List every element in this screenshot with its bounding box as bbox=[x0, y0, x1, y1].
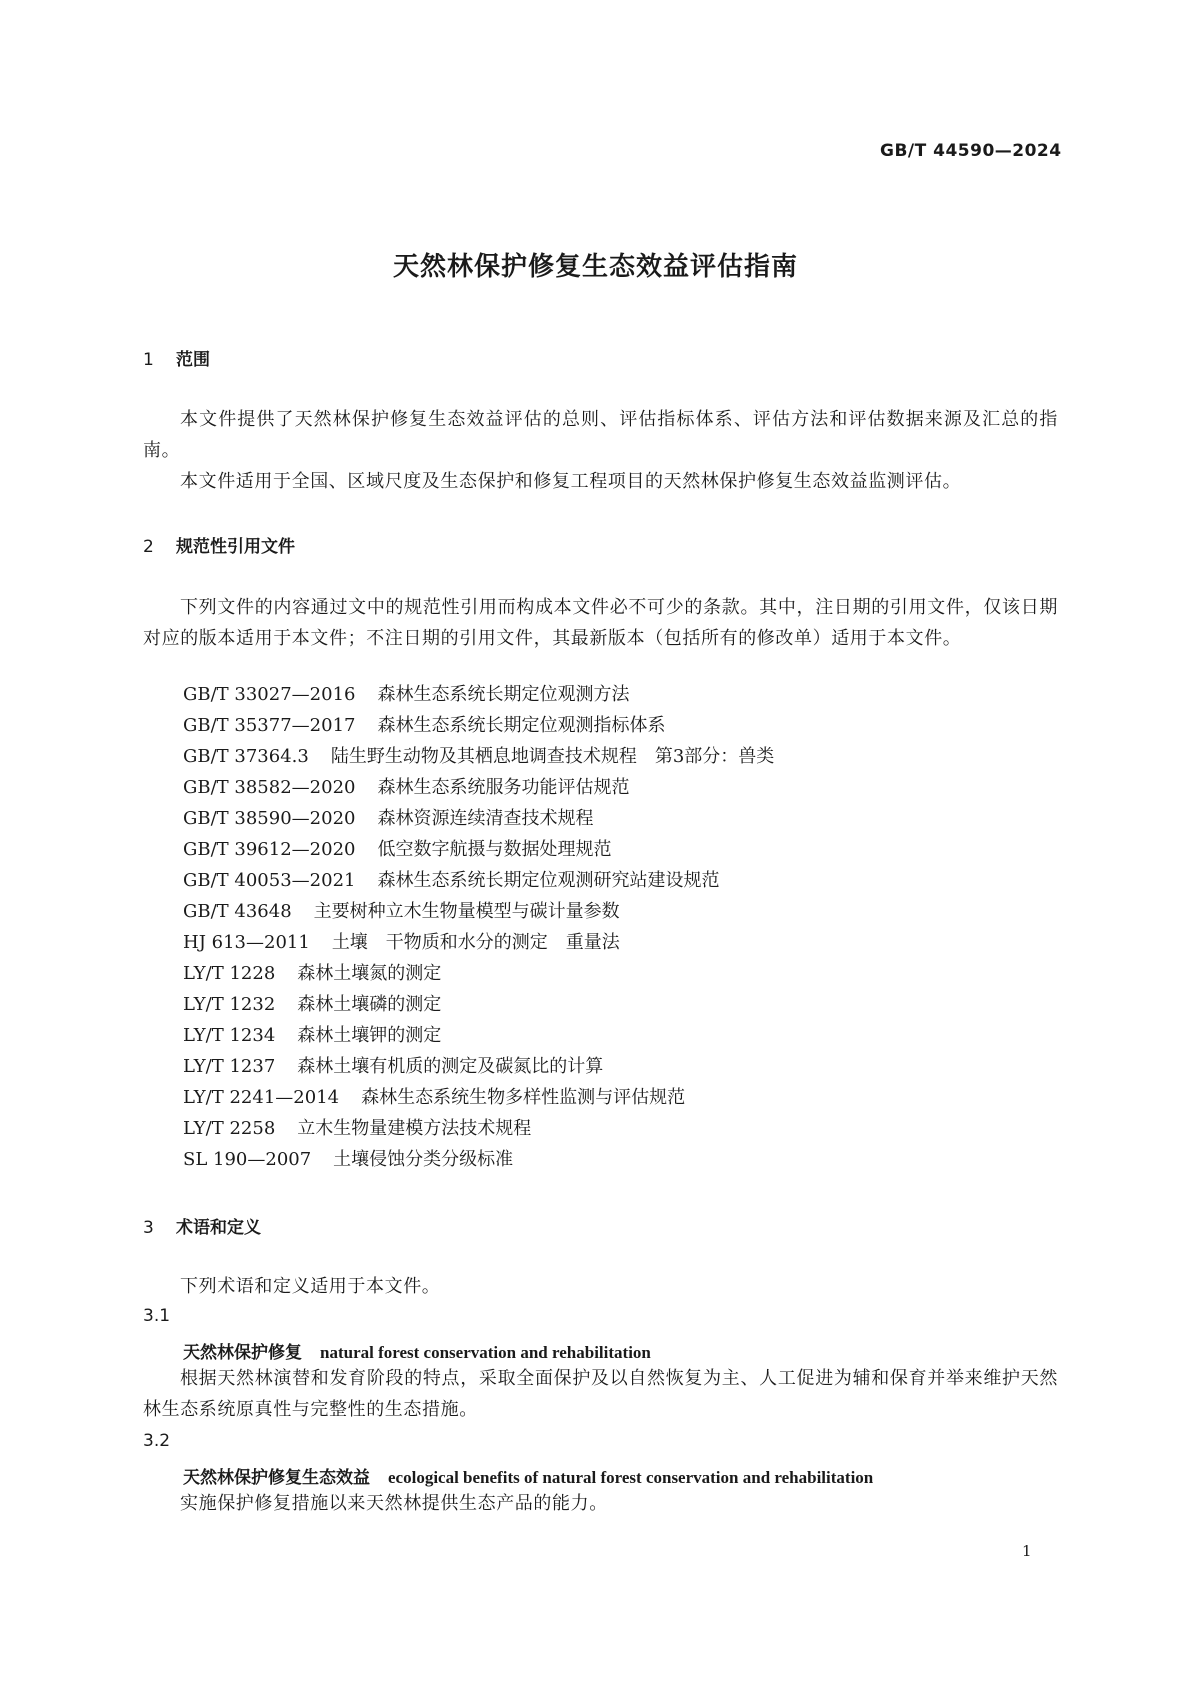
standard-number: GB/T 44590—2024 bbox=[880, 141, 1062, 161]
section-1-heading bbox=[143, 345, 210, 370]
reference-item bbox=[183, 1051, 603, 1082]
term-definition: 实施保护修复措施以来天然林提供生态产品的能力。 bbox=[180, 1493, 608, 1514]
section-3-heading bbox=[143, 1213, 261, 1238]
reference-code: GB/T 38590—2020 bbox=[183, 808, 356, 829]
reference-title: 森林生态系统长期定位观测方法 bbox=[377, 684, 630, 705]
reference-item bbox=[183, 1082, 685, 1113]
page-number: 1 bbox=[1022, 1542, 1032, 1560]
reference-code: GB/T 39612—2020 bbox=[183, 839, 356, 860]
reference-item bbox=[183, 834, 611, 865]
term-chinese: 天然林保护修复生态效益 bbox=[183, 1468, 370, 1488]
reference-code: GB/T 33027—2016 bbox=[183, 684, 356, 705]
reference-code: LY/T 2258 bbox=[183, 1118, 276, 1139]
reference-title: 森林资源连续清查技术规程 bbox=[377, 808, 594, 829]
reference-title: 森林生态系统生物多样性监测与评估规范 bbox=[361, 1087, 686, 1108]
section-title: 术语和定义 bbox=[176, 1218, 261, 1238]
reference-code: GB/T 40053—2021 bbox=[183, 870, 356, 891]
reference-item bbox=[183, 927, 620, 958]
reference-title: 土壤 干物质和水分的测定 重量法 bbox=[331, 932, 620, 953]
reference-title: 森林生态系统服务功能评估规范 bbox=[377, 777, 630, 798]
section-2-heading bbox=[143, 532, 295, 557]
reference-title: 陆生野生动物及其栖息地调查技术规程 第3部分：兽类 bbox=[330, 746, 775, 767]
reference-item bbox=[183, 803, 593, 834]
section-title: 规范性引用文件 bbox=[176, 537, 295, 557]
references-intro: 下列文件的内容通过文中的规范性引用而构成本文件必不可少的条款。其中，注日期的引用文件，仅该日期对应的版本适用于本文件；不注日期的引用文件，其最新版本（包括所有的修改单）适用于本文件。 bbox=[143, 597, 1058, 649]
reference-item bbox=[183, 1020, 441, 1051]
reference-title: 低空数字航摄与数据处理规范 bbox=[377, 839, 612, 860]
reference-title: 森林生态系统长期定位观测指标体系 bbox=[377, 715, 666, 736]
reference-title: 土壤侵蚀分类分级标准 bbox=[333, 1149, 514, 1170]
reference-code: LY/T 1232 bbox=[183, 994, 276, 1015]
term-english: ecological benefits of natural forest conservation and rehabilitation bbox=[388, 1468, 874, 1487]
reference-code: HJ 613—2011 bbox=[183, 932, 310, 953]
section-number: 1 bbox=[143, 350, 154, 370]
reference-code: LY/T 1228 bbox=[183, 963, 276, 984]
reference-code: GB/T 35377—2017 bbox=[183, 715, 356, 736]
reference-code: SL 190—2007 bbox=[183, 1149, 312, 1170]
section-title: 范围 bbox=[176, 350, 210, 370]
term-definition: 根据天然林演替和发育阶段的特点，采取全面保护及以自然恢复为主、人工促进为辅和保育并举来维护天然林生态系统原真性与完整性的生态措施。 bbox=[143, 1368, 1058, 1420]
reference-title: 森林土壤有机质的测定及碳氮比的计算 bbox=[297, 1056, 604, 1077]
term-heading bbox=[183, 1338, 651, 1363]
terms-intro: 下列术语和定义适用于本文件。 bbox=[180, 1276, 441, 1297]
reference-item bbox=[183, 958, 441, 989]
reference-item bbox=[183, 1113, 531, 1144]
scope-paragraph-1: 本文件提供了天然林保护修复生态效益评估的总则、评估指标体系、评估方法和评估数据来源及汇总的指南。 bbox=[143, 409, 1058, 461]
term-heading bbox=[183, 1463, 873, 1488]
reference-code: GB/T 38582—2020 bbox=[183, 777, 356, 798]
reference-item bbox=[183, 710, 665, 741]
reference-title: 森林土壤钾的测定 bbox=[297, 1025, 442, 1046]
term-english: natural forest conservation and rehabilitation bbox=[320, 1343, 651, 1362]
reference-title: 立木生物量建模方法技术规程 bbox=[297, 1118, 532, 1139]
reference-item bbox=[183, 772, 629, 803]
reference-item bbox=[183, 865, 719, 896]
term-number: 3.1 bbox=[143, 1306, 171, 1326]
reference-code: LY/T 1234 bbox=[183, 1025, 276, 1046]
reference-item bbox=[183, 896, 620, 927]
reference-item bbox=[183, 989, 441, 1020]
reference-code: LY/T 2241—2014 bbox=[183, 1087, 340, 1108]
section-number: 3 bbox=[143, 1218, 154, 1238]
reference-code: GB/T 43648 bbox=[183, 901, 292, 922]
document-title: 天然林保护修复生态效益评估指南 bbox=[392, 252, 798, 282]
reference-item bbox=[183, 741, 774, 772]
section-number: 2 bbox=[143, 537, 154, 557]
term-number: 3.2 bbox=[143, 1431, 171, 1451]
reference-item bbox=[183, 1144, 513, 1175]
reference-title: 森林土壤磷的测定 bbox=[297, 994, 442, 1015]
reference-code: LY/T 1237 bbox=[183, 1056, 276, 1077]
reference-title: 主要树种立木生物量模型与碳计量参数 bbox=[313, 901, 620, 922]
reference-item bbox=[183, 679, 629, 710]
term-chinese: 天然林保护修复 bbox=[183, 1343, 302, 1363]
reference-code: GB/T 37364.3 bbox=[183, 746, 309, 767]
scope-paragraph-2: 本文件适用于全国、区域尺度及生态保护和修复工程项目的天然林保护修复生态效益监测评估。 bbox=[180, 471, 962, 492]
reference-title: 森林土壤氮的测定 bbox=[297, 963, 442, 984]
reference-title: 森林生态系统长期定位观测研究站建设规范 bbox=[377, 870, 720, 891]
